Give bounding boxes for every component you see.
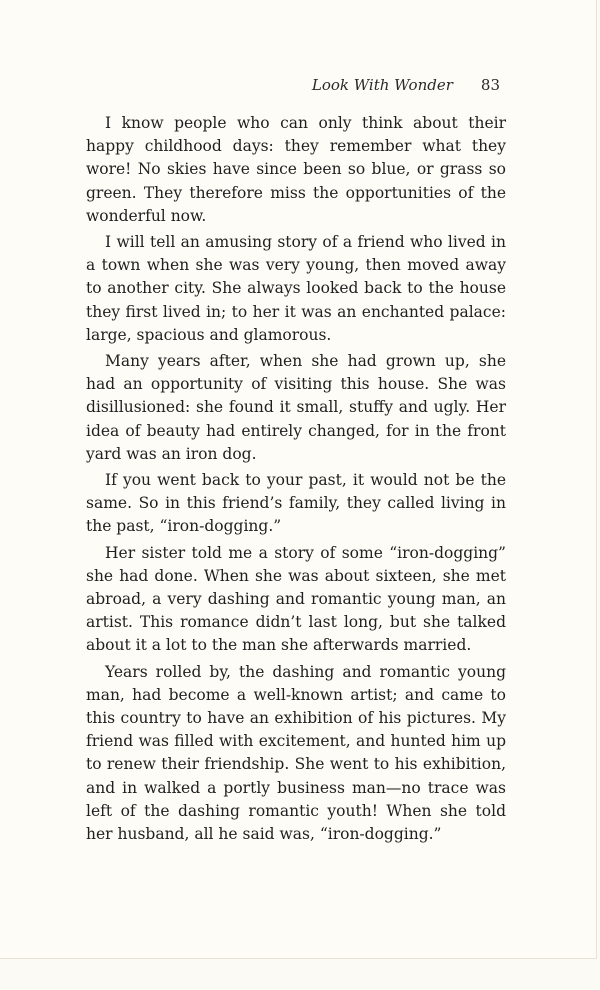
paragraph-2: I will tell an amusing story of a friend who lived in a town when she was very young, then moved away to another city. She always looked back to the house they first lived in; to her it was an enchanted palace: large, spacious and glamorous. (86, 233, 506, 344)
body-text (86, 112, 506, 849)
paragraph-4: If you went back to your past, it would not be the same. So in this friend’s family, they called living in the past, “iron-dogging.” (86, 471, 506, 536)
paragraph-6: Years rolled by, the dashing and romantic young man, had become a well-known artist; and came to this country to have an exhibition of his pictures. My friend was filled with excitement, and hunted him up to renew their friendship. She went to his exhibition, and in walked a portly business man—no trace was left of the dashing romantic youth! When she told her husband, all he said was, “iron-dogging.” (86, 662, 506, 844)
paragraph-1: I know people who can only think about their happy childhood days: they remember what they wore! No skies have since been so blue, or grass so green. They therefore miss the opportunities of the wonderful now. (86, 114, 506, 225)
page-header (0, 76, 500, 94)
page-number: 83 (480, 76, 500, 94)
paragraph-5: Her sister told me a story of some “iron-dogging” she had done. When she was about sixteen, she met abroad, a very dashing and romantic young man, an artist. This romance didn’t last long, but she talked about it a lot to the man she afterwards married. (86, 543, 506, 655)
running-title: Look With Wonder (311, 76, 453, 94)
paragraph-3: Many years after, when she had grown up, she had an opportunity of visiting this house. She was disillusioned: she found it small, stuffy and ugly. Her idea of beauty had entirely changed, for in the front yard was an iron dog. (86, 352, 506, 463)
